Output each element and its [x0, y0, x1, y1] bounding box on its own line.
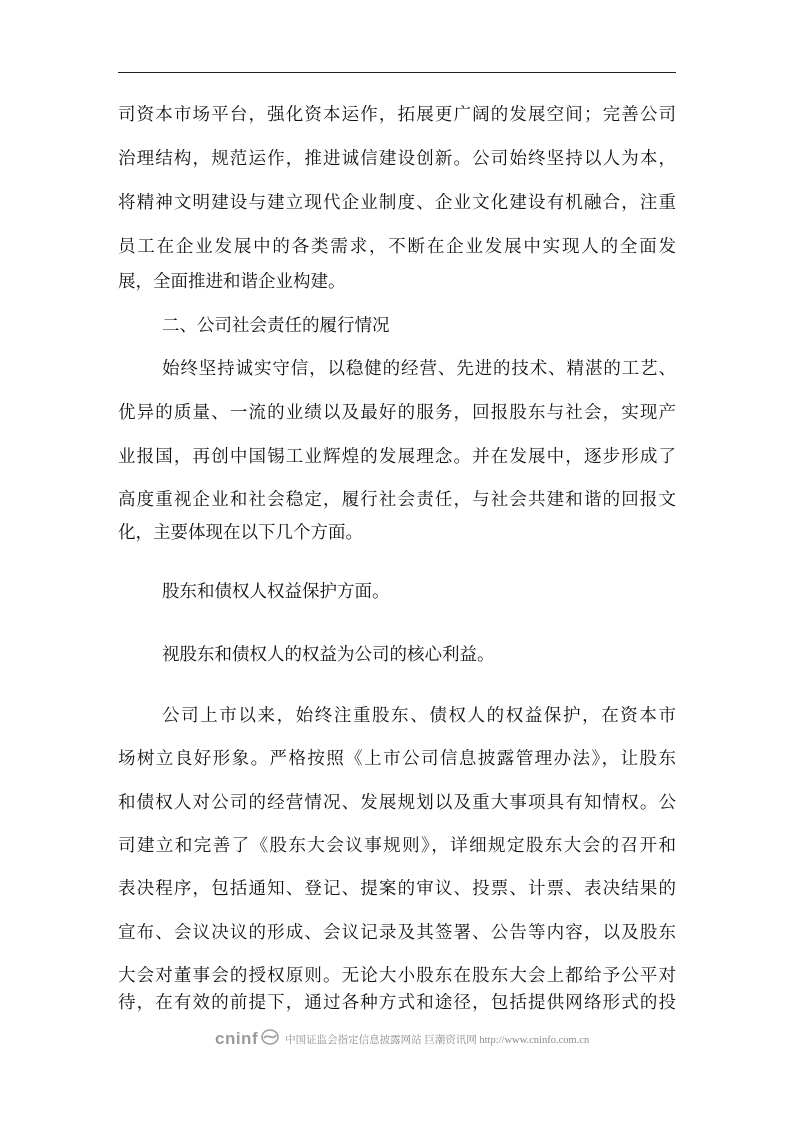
text-line: 司建立和完善了《股东大会议事规则》，详细规定股东大会的召开和 — [118, 836, 676, 856]
text-line: 和债权人对公司的经营情况、发展规划以及重大事项具有知情权。公 — [118, 793, 676, 813]
text-line: 待，在有效的前提下，通过各种方式和途径，包括提供网络形式的投 — [118, 993, 676, 1013]
header-rule — [118, 72, 676, 73]
text-line: 高度重视企业和社会稳定，履行社会责任，与社会共建和谐的回报文 — [118, 490, 676, 510]
text-line: 业报国，再创中国锡工业辉煌的发展理念。并在发展中，逐步形成了 — [118, 447, 676, 467]
text-line: 化，主要体现在以下几个方面。 — [118, 523, 363, 543]
text-line: 视股东和债权人的权益为公司的核心利益。 — [162, 645, 495, 665]
text-line: 将精神文明建设与建立现代企业制度、企业文化建设有机融合，注重 — [118, 193, 676, 213]
text-line: 展，全面推进和谐企业构建。 — [118, 272, 346, 292]
text-line: 股东和债权人权益保护方面。 — [162, 582, 390, 602]
text-line: 员工在企业发展中的各类需求，不断在企业发展中实现人的全面发 — [118, 237, 676, 257]
cninf-logo-icon — [261, 1029, 279, 1049]
section-heading: 二、公司社会责任的履行情况 — [162, 316, 390, 336]
text-line: 大会对董事会的授权原则。无论大小股东在股东大会上都给予公平对 — [118, 966, 676, 986]
text-line: 司资本市场平台，强化资本运作，拓展更广阔的发展空间；完善公司 — [118, 105, 676, 125]
text-line: 优异的质量、一流的业绩以及最好的服务，回报股东与社会，实现产 — [118, 403, 676, 423]
text-line: 场树立良好形象。严格按照《上市公司信息披露管理办法》，让股东 — [118, 749, 676, 769]
text-line: 始终坚持诚实守信，以稳健的经营、先进的技术、精湛的工艺、 — [162, 359, 676, 379]
footer-source-text: 中国证监会指定信息披露网站 巨潮资讯网 http://www.cninfo.com.cn — [285, 1034, 590, 1046]
text-line: 公司上市以来，始终注重股东、债权人的权益保护，在资本市 — [162, 706, 676, 726]
text-line: 宣布、会议决议的形成、会议记录及其签署、公告等内容，以及股东 — [118, 923, 676, 943]
page-footer — [215, 1028, 589, 1050]
cninf-logo: cninf — [215, 1029, 259, 1048]
text-line: 表决程序，包括通知、登记、提案的审议、投票、计票、表决结果的 — [118, 879, 676, 899]
text-line: 治理结构，规范运作，推进诚信建设创新。公司始终坚持以人为本， — [118, 149, 676, 169]
